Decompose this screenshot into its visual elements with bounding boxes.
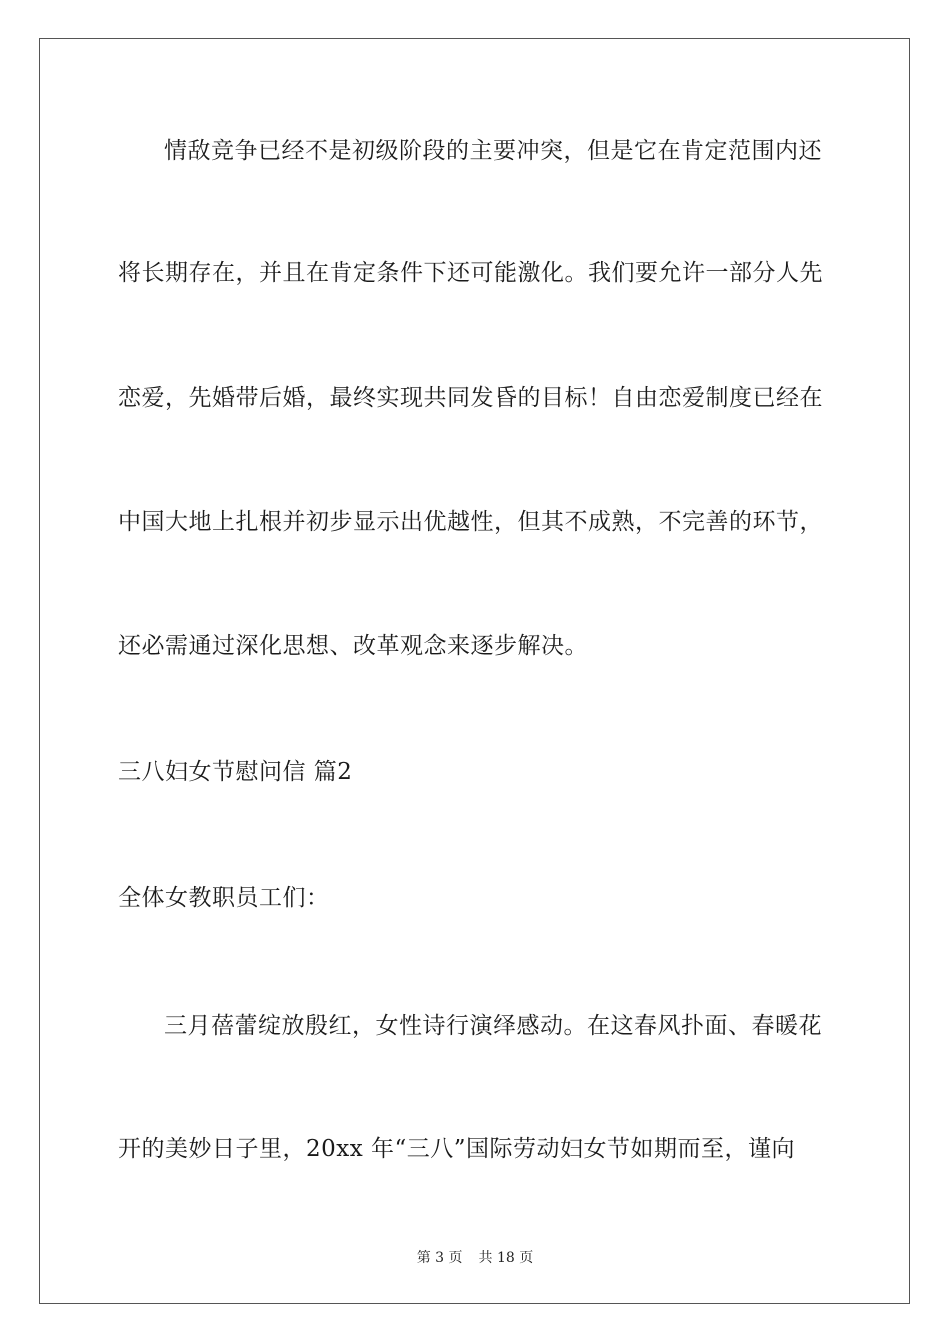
page-footer: [0, 1248, 950, 1268]
paragraph-line: 还必需通过深化思想、改革观念来逐步解决。: [118, 633, 588, 659]
section-heading: 三八妇女节慰问信 篇2: [118, 759, 353, 785]
page-number: 第 3 页: [416, 1250, 463, 1266]
paragraph-line: 情敌竞争已经不是初级阶段的主要冲突，但是它在肯定范围内还: [164, 138, 822, 164]
paragraph-line: 三月蓓蕾绽放殷红，女性诗行演绎感动。在这春风扑面、春暖花: [164, 1013, 822, 1039]
paragraph-line: 恋爱，先婚带后婚，最终实现共同发昏的目标！自由恋爱制度已经在: [118, 385, 823, 411]
page-border: [39, 38, 910, 1304]
salutation: 全体女教职员工们：: [118, 885, 330, 911]
page-total: 共 18 页: [478, 1250, 534, 1266]
paragraph-line: 开的美妙日子里，20xx 年“三八”国际劳动妇女节如期而至，谨向: [118, 1136, 796, 1162]
paragraph-line: 中国大地上扎根并初步显示出优越性，但其不成熟，不完善的环节，: [118, 509, 823, 535]
paragraph-line: 将长期存在，并且在肯定条件下还可能激化。我们要允许一部分人先: [118, 260, 823, 286]
